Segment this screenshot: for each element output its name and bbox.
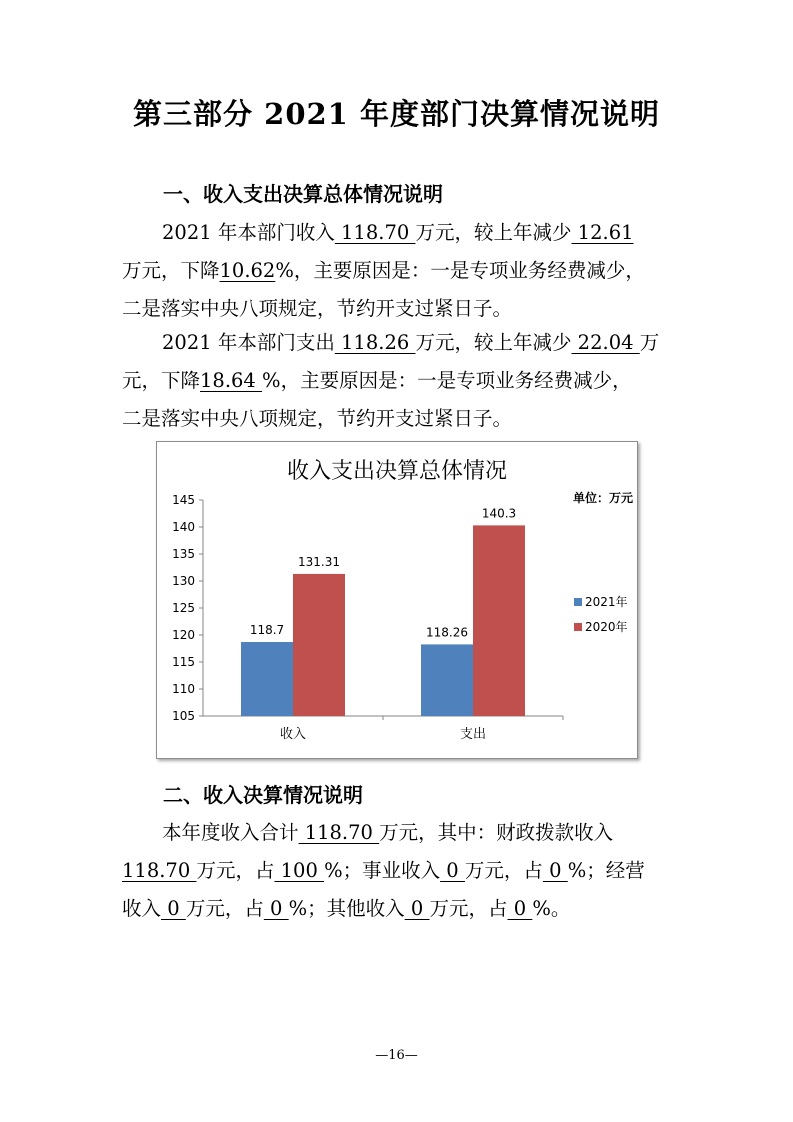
paragraph-line: 118.70 万元，占 100 %；事业收入 0 万元，占 0 %；经营	[122, 859, 645, 882]
income-expense-chart	[156, 441, 638, 759]
section-1-paragraph-income	[122, 214, 682, 328]
paragraph-line: 本年度收入合计 118.70 万元，其中：财政拨款收入	[162, 821, 614, 844]
y-tick-label: 120	[172, 628, 195, 642]
bar-series1	[241, 642, 293, 716]
paragraph-line: 2021 年本部门支出 118.26 万元，较上年减少 22.04 万	[162, 331, 660, 354]
y-tick-label: 115	[172, 655, 195, 669]
data-label: 140.3	[481, 506, 517, 521]
x-category-label: 收入	[279, 727, 307, 742]
other-share-percent: 0	[507, 897, 533, 920]
expense-2021-value: 118.26	[334, 331, 416, 354]
business-share-percent: 0	[542, 859, 568, 882]
page-title: 第三部分 2021 年度部门决算情况说明	[133, 97, 660, 131]
data-label: 131.31	[298, 554, 340, 569]
section-2-heading: 二、收入决算情况说明	[163, 783, 363, 807]
bar-series2	[293, 574, 345, 716]
bar-series2	[473, 525, 525, 716]
y-tick-label: 135	[172, 547, 195, 561]
data-label: 118.26	[426, 625, 468, 640]
expense-decline-percent: 18.64	[200, 369, 263, 392]
chart-title: 收入支出决算总体情况	[286, 459, 508, 484]
chart-svg	[157, 442, 637, 758]
fiscal-share-percent: 100	[274, 859, 325, 882]
paragraph-line: 元，下降18.64 %，主要原因是：一是专项业务经费减少，	[122, 369, 632, 392]
paragraph-line: 2021 年本部门收入 118.70 万元，较上年减少 12.61	[162, 221, 634, 244]
operating-share-percent: 0	[263, 897, 289, 920]
section-1-heading: 一、收入支出决算总体情况说明	[163, 182, 443, 206]
other-income-value: 0	[404, 897, 430, 920]
expense-decrease-value: 22.04	[571, 331, 640, 354]
section-2-paragraph	[122, 814, 682, 928]
paragraph-line: 二是落实中央八项规定，节约开支过紧日子。	[122, 297, 513, 320]
paragraph-line: 收入 0 万元，占 0 %；其他收入 0 万元，占 0 %。	[122, 897, 571, 920]
legend-label: 2020年	[585, 620, 628, 634]
paragraph-line: 二是落实中央八项规定，节约开支过紧日子。	[122, 407, 513, 430]
section-1-paragraph-expense	[122, 324, 682, 438]
legend-label: 2021年	[585, 595, 628, 609]
y-tick-label: 105	[172, 709, 195, 723]
data-label: 118.7	[249, 623, 285, 638]
y-tick-label: 140	[172, 520, 195, 534]
fiscal-appropriation-value: 118.70	[122, 859, 197, 882]
income-2021-value: 118.70	[334, 221, 416, 244]
legend-swatch	[574, 598, 582, 606]
x-category-label: 支出	[459, 727, 487, 742]
page-number: —16—	[375, 1048, 418, 1063]
income-decline-percent: 10.62	[219, 259, 276, 282]
total-income-value: 118.70	[298, 821, 380, 844]
paragraph-line: 万元，下降10.62%，主要原因是：一是专项业务经费减少，	[122, 259, 645, 282]
chart-unit-label: 单位：万元	[572, 491, 633, 505]
bar-series1	[421, 644, 473, 716]
y-tick-label: 145	[172, 493, 195, 507]
y-tick-label: 125	[172, 601, 195, 615]
legend-swatch	[574, 623, 582, 631]
y-tick-label: 130	[172, 574, 195, 588]
income-decrease-value: 12.61	[571, 221, 634, 244]
y-tick-label: 110	[172, 682, 195, 696]
business-income-value: 0	[440, 859, 465, 882]
operating-income-value: 0	[161, 897, 186, 920]
